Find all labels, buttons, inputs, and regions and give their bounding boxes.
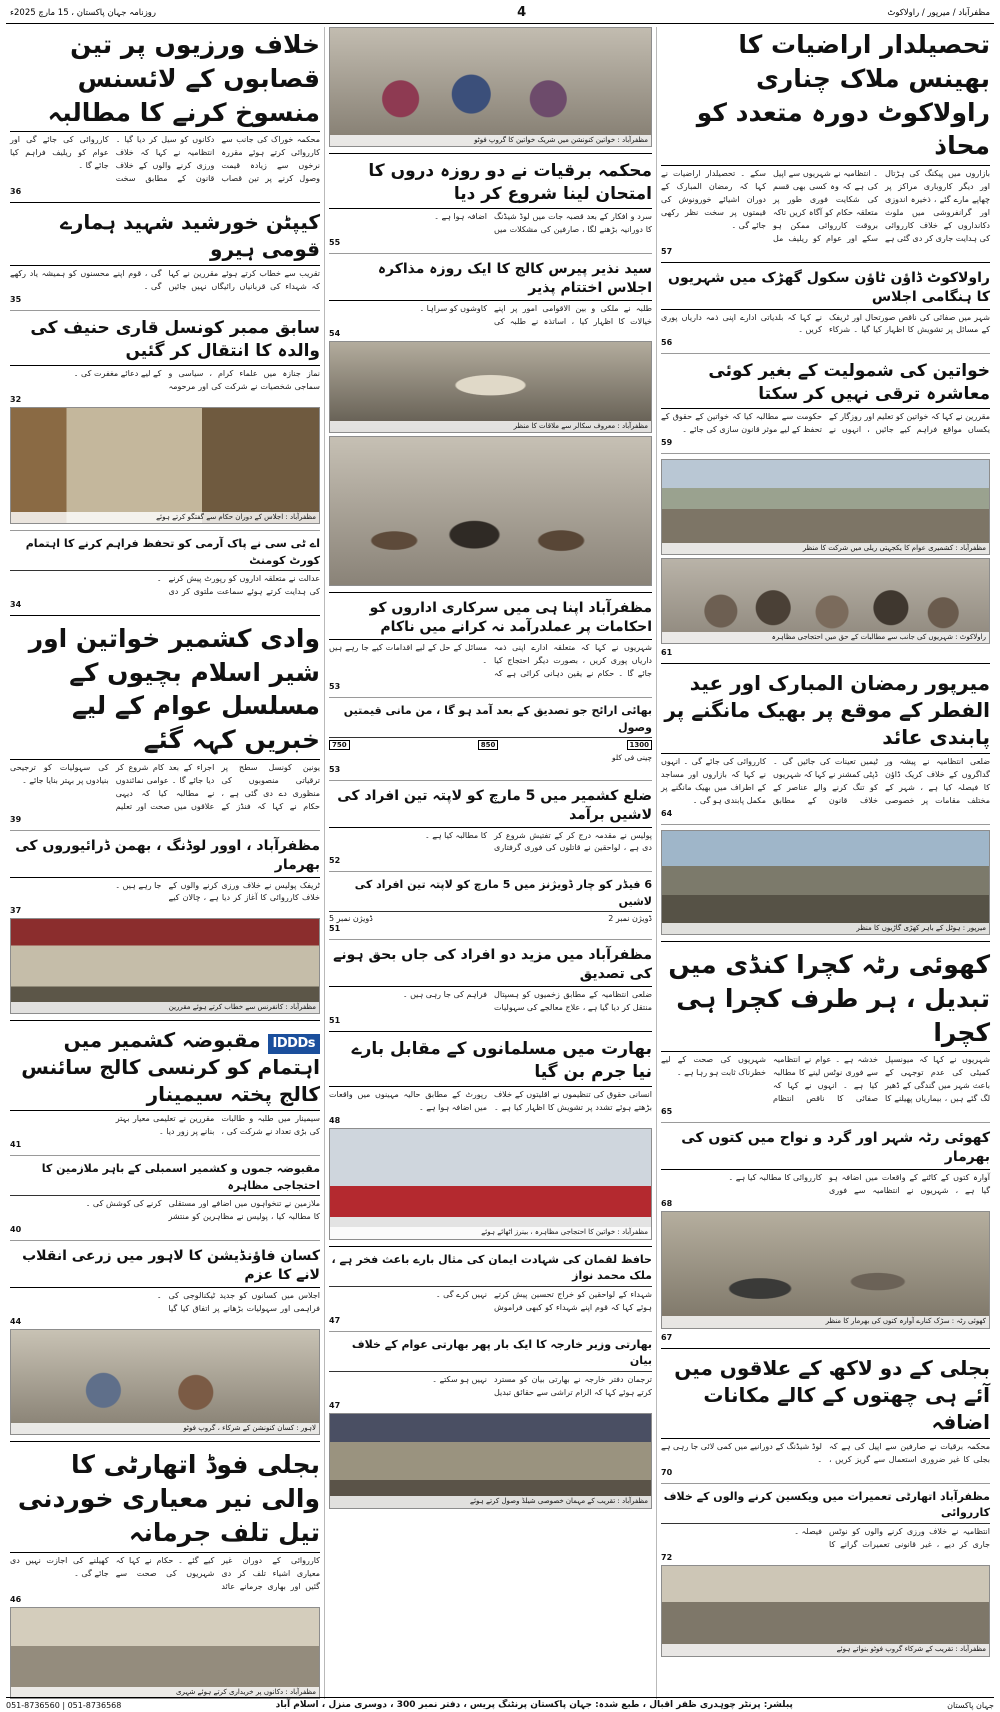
price-label: چینی فی کلو: [612, 753, 652, 763]
article: [661, 268, 990, 348]
news-photo: [329, 436, 652, 586]
article: [661, 947, 990, 1116]
page-grid: [6, 27, 994, 1699]
article-body: محکمہ خوراک کی جانب سے کارروائی کرتے ہوئے مقررہ نرخوں سے زیادہ قیمت وصول کرنے پر تین قصاب دکانوں کو سیل کر دیا گیا ۔ انتظامیہ نے کہا کہ خلاف ورزی کرنے والوں کے خلاف قانون کے مطابق سخت کارروائی کی جائے گی اور عوام کو ریلیف فراہم کیا جائے گا ۔: [10, 135, 320, 184]
headline: ضلع کشمیر میں 5 مارچ کو لاپتہ تین افراد کی لاشیں برآمد: [329, 786, 652, 828]
article: [10, 1447, 320, 1603]
photo-caption: میرپور : ہوٹل کے باہر کھڑی گاڑیوں کا منظر: [662, 923, 989, 934]
article-body: نماز جنازہ میں علماء کرام ، سیاسی و سماجی شخصیات نے شرکت کی اور مرحومہ کے لیے دعائے مغفرت کی ۔: [73, 368, 320, 391]
article-body: مقررین نے کہا کہ خواتین کو تعلیم اور روزگار کے یکساں مواقع فراہم کیے جائیں ، انہوں نے حکومت سے مطالبہ کیا کہ خواتین کے حقوق کے تحفظ کے لیے موثر قانون سازی کی جائے ۔: [661, 412, 990, 435]
photo-caption: مظفرآباد : کانفرنس سے خطاب کرتے ہوئے مقررین: [11, 1002, 319, 1013]
news-photo: [661, 459, 990, 555]
article: [329, 598, 652, 691]
article-body: ترجمان دفتر خارجہ نے بھارتی بیان کو مسترد کرتے ہوئے کہا کہ الزام تراشی سے حقائق تبدیل نہیں ہو سکتے ۔: [432, 1374, 652, 1397]
page-ref: 48: [329, 1115, 341, 1125]
headline: اے ٹی سی نے پاک آرمی کو تحفظ فراہم کرنے کا اہتمام کورٹ کومنٹ: [10, 536, 320, 571]
article-body: اجلاس میں کسانوں کو جدید ٹیکنالوجی کی فراہمی اور سہولیات بڑھانے پر اتفاق کیا گیا ۔: [156, 1290, 320, 1313]
headline: میرپور رمضان المبارک اور عید الفطر کے موقع پر بھیک مانگنے پر پابندی عائد: [661, 669, 990, 754]
article: [329, 1252, 652, 1325]
stats-block: [329, 877, 652, 933]
article-body: آوارہ کتوں کے کاٹنے کے واقعات میں اضافہ ہو گیا ہے ، شہریوں نے انتظامیہ سے فوری کارروائی کا مطالبہ کیا ہے ۔: [728, 1172, 990, 1195]
headline: بجلی کے دو لاکھ کے علاقوں میں آئے ہی چھتوں کے کالے مکانات اضافہ: [661, 1354, 990, 1439]
news-photo: [329, 1128, 652, 1240]
page-ref: 70: [661, 1467, 673, 1477]
news-photo: [329, 27, 652, 147]
headline-text: مقبوضہ کشمیر میں اہتمام کو کرنسی کالج سائنس کالج پختہ سیمینار: [21, 1028, 320, 1107]
article: [661, 1128, 990, 1208]
page-ref: 72: [661, 1552, 673, 1562]
news-photo: [661, 1565, 990, 1657]
article: [329, 945, 652, 1025]
headline: کھوئی رٹہ شہر اور گرد و نواح میں کتوں کی بھرمار: [661, 1128, 990, 1170]
article: [10, 1026, 320, 1149]
headline: سید نذیر پیرس کالج کا ایک روزہ مذاکرہ اجلاس اختتام پذیر: [329, 259, 652, 301]
column-right: [656, 27, 994, 1699]
stat-row: ڈویژن نمبر 5: [329, 914, 373, 924]
page-ref: 61: [661, 648, 673, 658]
headline: راولاکوٹ ڈاؤن ٹاؤن سکول گھڑک میں شہریوں کا ہنگامی اجلاس: [661, 268, 990, 310]
page-ref: 51: [329, 1016, 341, 1026]
stat-row: ڈویژن نمبر 2: [608, 914, 652, 924]
headline: مقبوضہ جموں و کشمیر اسمبلی کے باہر ملازمین کا احتجاجی مظاہرہ: [10, 1161, 320, 1196]
article-body: ضلعی انتظامیہ کے مطابق زخمیوں کو ہسپتال منتقل کر دیا گیا ہے ، علاج معالجے کی سہولیات فراہم کی جا رہی ہیں ۔: [402, 990, 652, 1013]
page-ref: 32: [10, 394, 22, 404]
article: [329, 259, 652, 339]
article: [329, 159, 652, 247]
article-body: ملازمین نے تنخواہوں میں اضافے اور مستقلی کا مطالبہ کیا ، پولیس نے مظاہرین کو منتشر کرنے کی کوشش کی ۔: [85, 1199, 320, 1222]
headline: بھارتی وزیر خارجہ کا ایک بار پھر بھارتی عوام کے خلاف بیان: [329, 1337, 652, 1372]
news-photo: [329, 1413, 652, 1509]
column-left: [6, 27, 324, 1699]
news-photo: [10, 1607, 320, 1699]
page-ref: 54: [329, 329, 341, 339]
footer-phone: 051-8736568 | 051-8736560: [6, 1700, 122, 1710]
masthead-left-info: روزنامہ جہان پاکستان ، 15 مارچ 2025ء: [10, 8, 157, 18]
article: [661, 27, 990, 256]
article-body: انتظامیہ نے خلاف ورزی کرنے والوں کو نوٹس جاری کر دیے ، غیر قانونی تعمیرات گرانے کا فیصلہ ۔: [794, 1526, 990, 1549]
article: [329, 1037, 652, 1125]
page-ref: 56: [661, 338, 673, 348]
page-ref: 36: [10, 187, 22, 197]
headline: بجلی فوڈ اتھارٹی کا والی نیر معیاری خوردنی تیل تلف جرمانہ: [10, 1447, 320, 1552]
page-ref: 64: [661, 809, 673, 818]
article: [10, 621, 320, 824]
article: [661, 1354, 990, 1477]
headline: خواتین کی شمولیت کے بغیر کوئی معاشرہ ترقی نہیں کر سکتا: [661, 359, 990, 409]
photo-caption: مظفرآباد : کشمیری عوام کا یکجہتی ریلی میں شرکت کا منظر: [662, 543, 989, 554]
price-value: 1300: [627, 740, 652, 750]
article-body: محکمہ برقیات نے صارفین سے اپیل کی ہے کہ بجلی کا غیر ضروری استعمال سے گریز کریں ، لوڈ شیڈنگ کے دورانیے میں کمی لائی جا رہی ہے ۔: [661, 1441, 990, 1464]
news-photo: [661, 830, 990, 935]
headline: محکمہ برقیات نے دو روزہ دروں کا امتحان لینا شروع کر دیا: [329, 159, 652, 209]
article-body: شہر میں صفائی کی ناقص صورتحال اور ٹریفک کے مسائل پر تشویش کا اظہار کیا گیا ۔ شرکاء نے کہا کہ بلدیاتی ادارے اپنی ذمہ داریاں پوری کریں ۔: [661, 312, 990, 335]
article-body: یونین کونسل سطح پر ترقیاتی منصوبوں کی منظوری دے دی گئی ہے ، حکام نے کہا کہ فنڈز کے اجراء کے بعد کام شروع کر دیا جائے گا ۔ عوامی نمائندوں نے مطالبہ کیا کہ دیہی علاقوں میں صحت اور تعلیم کی سہولیات کو ترجیحی بنیادوں پر بہتر بنایا جائے ۔: [10, 762, 320, 811]
article: [329, 1337, 652, 1410]
news-photo: [10, 918, 320, 1014]
article: [10, 316, 320, 404]
page-ref: 55: [329, 237, 341, 247]
page-ref: 52: [329, 856, 341, 866]
headline: [10, 1026, 320, 1111]
article-body: پولیس نے مقدمہ درج کر کے تفتیش شروع کر دی ہے ، لواحقین نے قاتلوں کی فوری گرفتاری کا مطالبہ کیا ہے ۔: [425, 830, 652, 853]
article-body: شہریوں نے کہا کہ متعلقہ ادارے اپنی ذمہ داریاں پوری کریں ، بصورت دیگر احتجاج کیا جائے گا ۔ حکام نے یقین دہانی کرائی ہے کہ مسائل کے حل کے لیے اقدامات کیے جا رہے ہیں ۔: [329, 643, 652, 679]
article-body: سیمینار میں طلبہ و طالبات کی بڑی تعداد نے شرکت کی ، مقررین نے تعلیمی معیار بہتر بنانے پر زور دیا ۔: [115, 1114, 320, 1137]
page-ref: 57: [661, 246, 673, 256]
photo-caption: لاہور : کسان کنونشن کے شرکاء ، گروپ فوٹو: [11, 1423, 319, 1434]
page-ref: 47: [329, 1315, 341, 1325]
page-ref: 59: [661, 438, 673, 448]
article-body: ٹریفک پولیس نے خلاف ورزی کرنے والوں کے خلاف کارروائی کا آغاز کر دیا ہے ، چالان کیے جا رہے ہیں ۔: [115, 880, 320, 903]
page-ref: 34: [10, 599, 22, 609]
page-ref: 37: [10, 906, 22, 916]
headline: وادی کشمیر خواتین اور شیر اسلام بچیوں کے مسلسل عوام کے لیے خبریں کہہ گئے: [10, 621, 320, 760]
headline: 6 فیڈر کو چار ڈویژنز میں 5 مارچ کو لاپتہ تین افراد کی لاشیں: [329, 877, 652, 912]
masthead-right-info: مظفرآباد / میرپور / راولاکوٹ: [887, 7, 990, 18]
photo-caption: مظفرآباد : خواتین کا احتجاجی مظاہرہ ، بینرز اٹھائے ہوئے: [330, 1227, 651, 1238]
article: [661, 359, 990, 447]
article-body: طلبہ نے ملکی و بین الاقوامی امور پر اپنے خیالات کا اظہار کیا ، اساتذہ نے طلبہ کی کاوشوں کو سراہا ۔: [419, 303, 652, 326]
page-ref: 68: [661, 1198, 673, 1208]
news-photo: [661, 1211, 990, 1329]
news-photo: [329, 341, 652, 433]
page-ref: 65: [661, 1107, 673, 1117]
headline: تحصیلدار اراضیات کا بھینس ملاک چناری راولاکوٹ دورہ متعدد کو محاذ: [661, 27, 990, 166]
article: [10, 536, 320, 609]
article-body: شہریوں نے کہا کہ میونسپل کمیٹی کی عدم توجہی کے باعث شہر میں گندگی کے ڈھیر لگ گئے ہیں ، بیماریاں پھیلنے کا خدشہ ہے ۔ عوام نے انتظامیہ سے فوری نوٹس لینے کا مطالبہ کیا ہے ۔ انہوں نے کہا کہ صفائی کا ناقص انتظام شہریوں کی صحت کے لیے خطرناک ثابت ہو رہا ہے ۔: [661, 1055, 990, 1104]
page-ref: 35: [10, 294, 22, 304]
news-photo: [10, 407, 320, 524]
photo-caption: مظفرآباد : تقریب کے شرکاء گروپ فوٹو بنواتے ہوئے: [662, 1644, 989, 1655]
headline: سابق ممبر کونسل قاری حنیف کی والدہ کا انتقال کر گئیں: [10, 316, 320, 366]
article: [10, 27, 320, 196]
article-body: بازاروں میں پیکنگ کی ہڑتال اور دیگر کاروباری مراکز پر چھاپے مارے گئے ، ذخیرہ اندوزی اور گرانفروشی میں ملوث دکانداروں کے خلاف کارروائی کی ہدایت جاری کر دی گئی ہے ۔ انتظامیہ نے شہریوں سے اپیل کی ہے کہ وہ کسی بھی قسم کی شکایت فوری طور پر متعلقہ حکام کو آگاہ کریں تاکہ بروقت کارروائی ممکن ہو سکے اور عوام کو ریلیف مل سکے ۔ تحصیلدار اراضیات نے کہا کہ رمضان المبارک کے دوران اشیائے خورونوش کی قیمتوں پر سخت نظر رکھی جائے گی ۔: [661, 169, 990, 243]
page-ref: 53: [329, 764, 341, 774]
article-body: عدالت نے متعلقہ اداروں کو رپورٹ پیش کرنے کی ہدایت کرتے ہوئے سماعت ملتوی کر دی ۔: [156, 574, 320, 596]
photo-caption: مظفرآباد : تقریب کے مہمان خصوصی شیلڈ وصول کرتے ہوئے: [330, 1496, 651, 1507]
footer-center: پبلشر: پرنٹر چوہدری ظفر اقبال ، طبع شدہ: جہان پاکستان پرنٹنگ پریس ، دفتر نمبر 300 ، دوسری منزل ، اسلام آباد: [275, 1700, 793, 1710]
headline: بھارت میں مسلمانوں کے مقابل بارے نیا جرم بن گیا: [329, 1037, 652, 1087]
article-body: ضلعی انتظامیہ نے پیشہ ور گداگروں کے خلاف کریک ڈاؤن کا فیصلہ کیا ہے ، شہر کے مختلف مقامات پر خصوصی ٹیمیں تعینات کی جائیں گی ۔ ڈپٹی کمشنر نے کہا کہ شہریوں کو تنگ کرنے والے عناصر کے خلاف قانون کے مطابق کارروائی کی جائے گی ۔ انہوں نے کہا کہ بازاروں اور مساجد کے اطراف میں بھیک مانگنے پر مکمل پابندی ہو گی ۔: [661, 757, 990, 806]
article-body: تقریب سے خطاب کرتے ہوئے مقررین نے کہا کہ شہداء کی قربانیاں رائیگاں نہیں جائیں گی ، قوم اپنے محسنوں کو ہمیشہ یاد رکھے گی ۔: [10, 269, 320, 292]
page-ref: 41: [10, 1140, 22, 1150]
article: [10, 836, 320, 916]
page-number: 4: [517, 5, 527, 20]
photo-caption: مظفرآباد : دکانوں پر خریداری کرتے ہوئے شہری: [11, 1687, 319, 1698]
page-ref: 44: [10, 1316, 22, 1326]
price-value: 850: [478, 740, 499, 750]
article-body: شہداء کے لواحقین کو خراج تحسین پیش کرتے ہوئے کہا کہ قوم اپنے شہداء کو کبھی فراموش نہیں کرے گی ۔: [435, 1289, 652, 1312]
page-ref: 47: [329, 1400, 341, 1410]
photo-caption: مظفرآباد : معروف سکالر سے ملاقات کا منظر: [330, 421, 651, 432]
article: [10, 1161, 320, 1234]
article: [329, 786, 652, 866]
price-value: 750: [329, 740, 350, 750]
photo-caption: مظفرآباد : خواتین کنونشن میں شریک خواتین کا گروپ فوٹو: [330, 135, 651, 146]
article-body: سرد و افکار کے بعد قصبہ جات میں لوڈ شیڈنگ کا دورانیہ بڑھنے لگا ، صارفین کی مشکلات میں اضافہ ہوا ہے ۔: [434, 211, 652, 234]
headline: مظفرآباد میں مزید دو افراد کی جاں بحق ہونے کی تصدیق: [329, 945, 652, 987]
headline: مظفرآباد ، اوور لوڈنگ ، بھمن ڈرائیوروں کی بھرمار: [10, 836, 320, 878]
idds-logo: IDDDs: [268, 1034, 320, 1054]
photo-caption: راولاکوٹ : شہریوں کی جانب سے مطالبات کے حق میں احتجاجی مظاہرہ: [662, 632, 989, 643]
article: [661, 669, 990, 818]
article: [10, 208, 320, 304]
headline: کسان فاؤنڈیشن کا لاہور میں زرعی انقلاب لانے کا عزم: [10, 1246, 320, 1288]
headline: مظفرآباد اتھارٹی تعمیرات میں ویکسین کرنے والوں کے خلاف کارروائی: [661, 1489, 990, 1524]
headline: کیپٹن خورشید شہید ہمارے قومی ہیرو: [10, 208, 320, 266]
news-photo: [661, 558, 990, 644]
page-ref: 67: [661, 1332, 673, 1342]
article: [661, 1489, 990, 1562]
news-photo: [10, 1329, 320, 1436]
photo-caption: کھوئی رٹہ : سڑک کنارے آوارہ کتوں کی بھرمار کا منظر: [662, 1316, 989, 1327]
masthead: [6, 4, 994, 24]
article: [10, 1246, 320, 1326]
headline: حافظ لقمان کی شہادت ایمان کی مثال بارے باعث فخر ہے ، ملک محمد نواز: [329, 1252, 652, 1287]
page-footer: [6, 1697, 994, 1710]
photo-caption: مظفرآباد : اجلاس کے دوران حکام سے گفتگو کرتے ہوئے: [11, 512, 319, 523]
page-ref: 39: [10, 814, 22, 824]
page-ref: 40: [10, 1225, 22, 1235]
headline: خلاف ورزیوں پر تین قصابوں کے لائسنس منسوخ کرنے کا مطالبہ: [10, 27, 320, 132]
page-ref: 53: [329, 682, 341, 692]
headline: بھائی ارائح جو تصدیق کے بعد آمد ہو گا ، من مانی قیمتیں وصول: [329, 703, 652, 738]
footer-left: جہان پاکستان: [947, 1700, 994, 1710]
page-ref: 46: [10, 1594, 22, 1604]
article-body: کارروائی کے دوران غیر معیاری اشیاء تلف کر دی گئیں اور بھاری جرمانے عائد کیے گئے ۔ حکام نے کہا کہ شہریوں کی صحت سے کھیلنے کی اجازت نہیں دی جائے گی ۔: [10, 1555, 320, 1591]
column-middle: [324, 27, 656, 1699]
headline: مظفرآباد اپنا ہی میں سرکاری اداروں کو احکامات پر عملدرآمد نہ کرانے میں ناکام: [329, 598, 652, 640]
article-body: انسانی حقوق کی تنظیموں نے اقلیتوں کے خلاف بڑھتے ہوئے تشدد پر تشویش کا اظہار کیا ہے ۔ رپورٹ کے مطابق حالیہ مہینوں میں واقعات میں اضافہ ہوا ہے ۔: [329, 1089, 652, 1112]
page-ref: 51: [329, 924, 341, 934]
price-list: [329, 703, 652, 774]
headline: کھوئی رٹہ کچرا کنڈی میں تبدیل ، ہر طرف کچرا ہی کچرا: [661, 947, 990, 1052]
